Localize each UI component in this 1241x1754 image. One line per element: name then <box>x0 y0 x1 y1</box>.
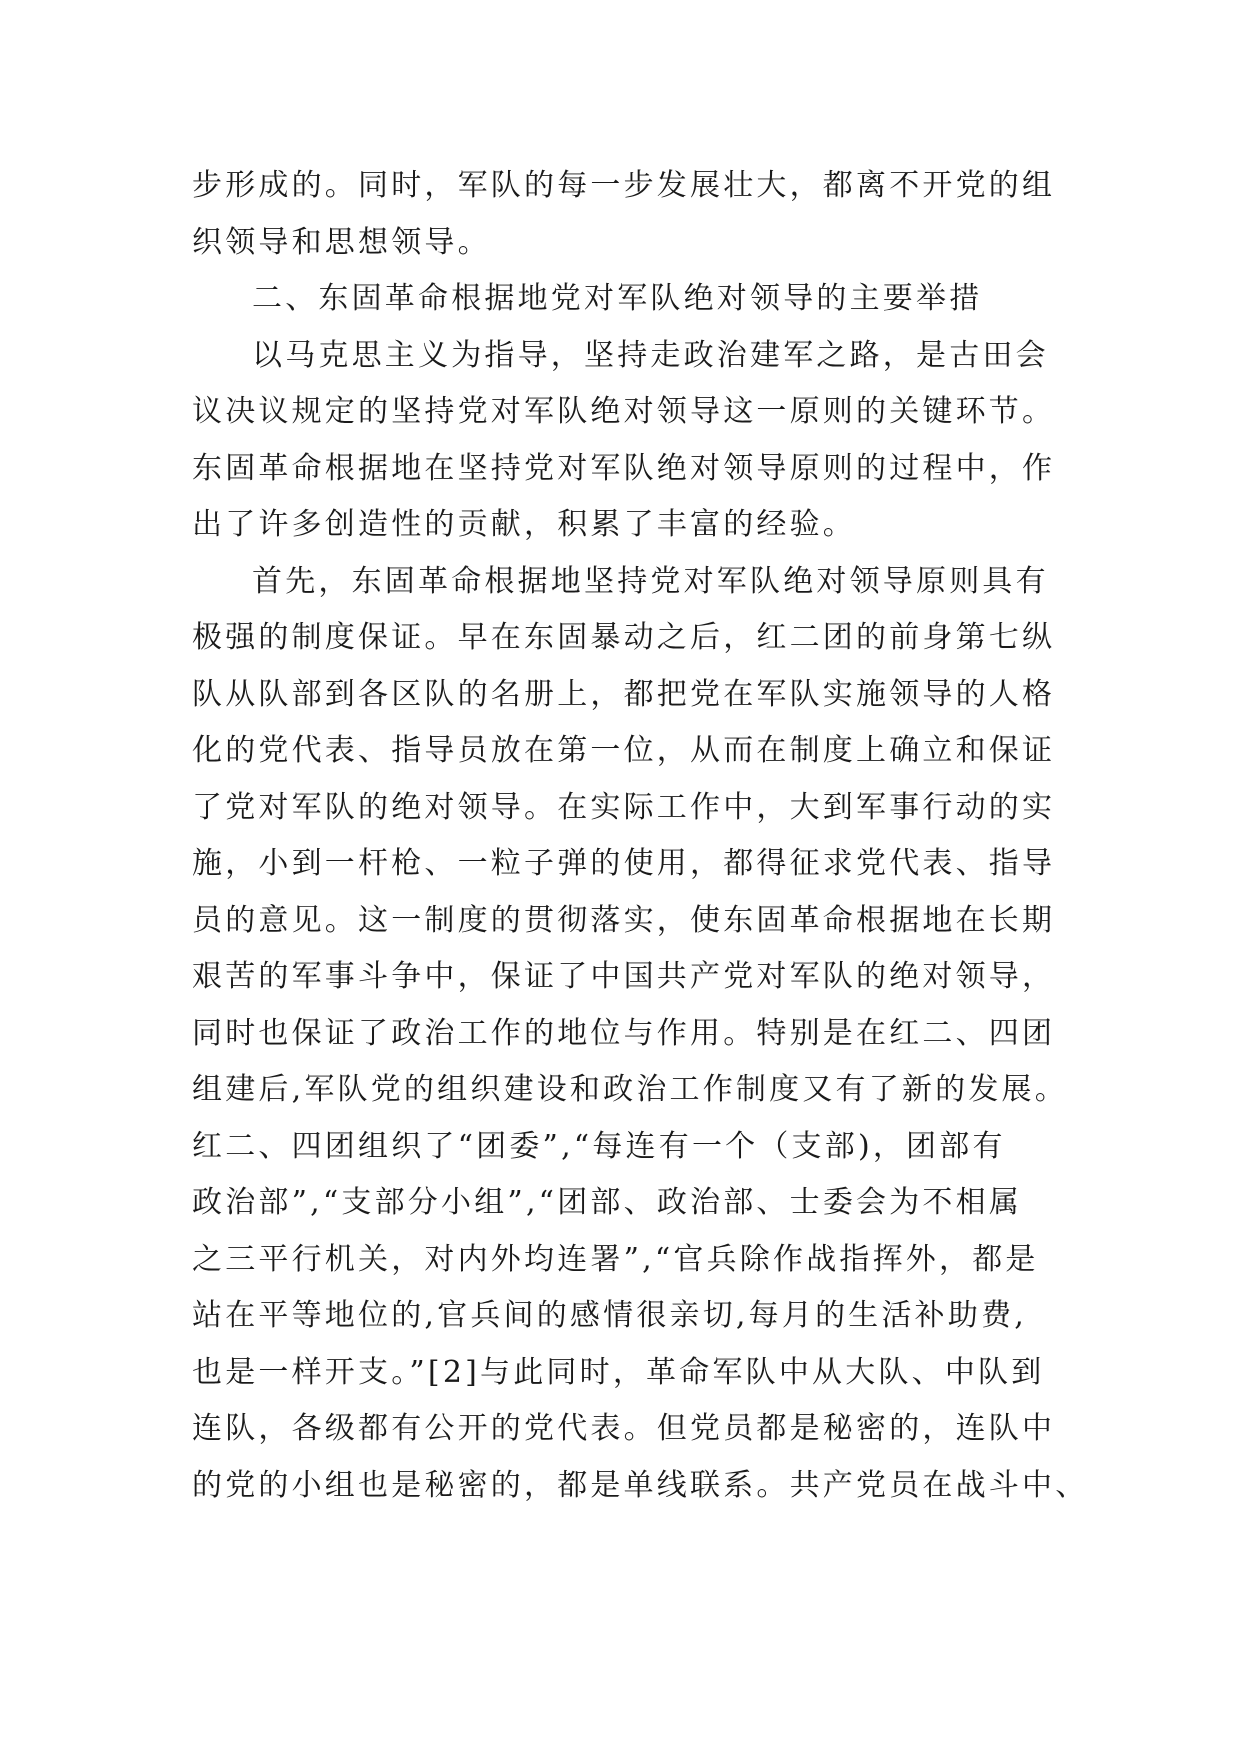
text-line: 步形成的。同时，军队的每一步发展壮大，都离不开党的组 <box>192 168 1056 203</box>
text-line: 之三平行机关，对内外均连署”,“官兵除作战指挥外，都是 <box>192 1241 1039 1277</box>
text-line: 施，小到一杆枪、一粒子弹的使用，都得征求党代表、指导 <box>192 846 1056 881</box>
text-line: 议决议规定的坚持党对军队绝对领导这一原则的关键环节。 <box>192 394 1056 429</box>
text-line: 极强的制度保证。早在东固暴动之后，红二团的前身第七纵 <box>192 620 1056 655</box>
text-line: 了党对军队的绝对领导。在实际工作中，大到军事行动的实 <box>192 789 1056 825</box>
text-line: 红二、四团组织了“团委”,“每连有一个（支部)，团部有 <box>192 1128 1006 1164</box>
text-line: 站在平等地位的,官兵间的感情很亲切,每月的生活补助费, <box>192 1298 1028 1333</box>
text-line: 化的党代表、指导员放在第一位，从而在制度上确立和保证 <box>192 733 1056 768</box>
text-line: 的党的小组也是秘密的，都是单线联系。共产党员在战斗中、 <box>192 1467 1089 1503</box>
text-line: 首先，东固革命根据地坚持党对军队绝对领导原则具有 <box>252 563 1049 599</box>
text-line: 东固革命根据地在坚持党对军队绝对领导原则的过程中，作 <box>192 450 1056 486</box>
text-line: 组建后,军队党的组织建设和政治工作制度又有了新的发展。 <box>192 1072 1068 1107</box>
text-line: 队从队部到各区队的名册上，都把党在军队实施领导的人格 <box>192 676 1056 712</box>
text-line: 也是一样开支。”[2]与此同时，革命军队中从大队、中队到 <box>192 1354 1045 1390</box>
text-line: 艰苦的军事斗争中，保证了中国共产党对军队的绝对领导， <box>192 959 1056 994</box>
text-line: 以马克思主义为指导，坚持走政治建军之路，是古田会 <box>252 337 1049 373</box>
text-line: 同时也保证了政治工作的地位与作用。特别是在红二、四团 <box>192 1015 1056 1051</box>
text-line: 员的意见。这一制度的贯彻落实，使东固革命根据地在长期 <box>192 902 1056 938</box>
body-text <box>192 158 1089 1514</box>
text-line: 出了许多创造性的贡献，积累了丰富的经验。 <box>192 507 856 542</box>
text-line: 织领导和思想领导。 <box>192 224 491 260</box>
section-heading: 二、东固革命根据地党对军队绝对领导的主要举措 <box>252 281 983 316</box>
text-line: 政治部”,“支部分小组”,“团部、政治部、士委会为不相属 <box>192 1185 1023 1220</box>
text-line: 连队，各级都有公开的党代表。但党员都是秘密的，连队中 <box>192 1411 1056 1446</box>
